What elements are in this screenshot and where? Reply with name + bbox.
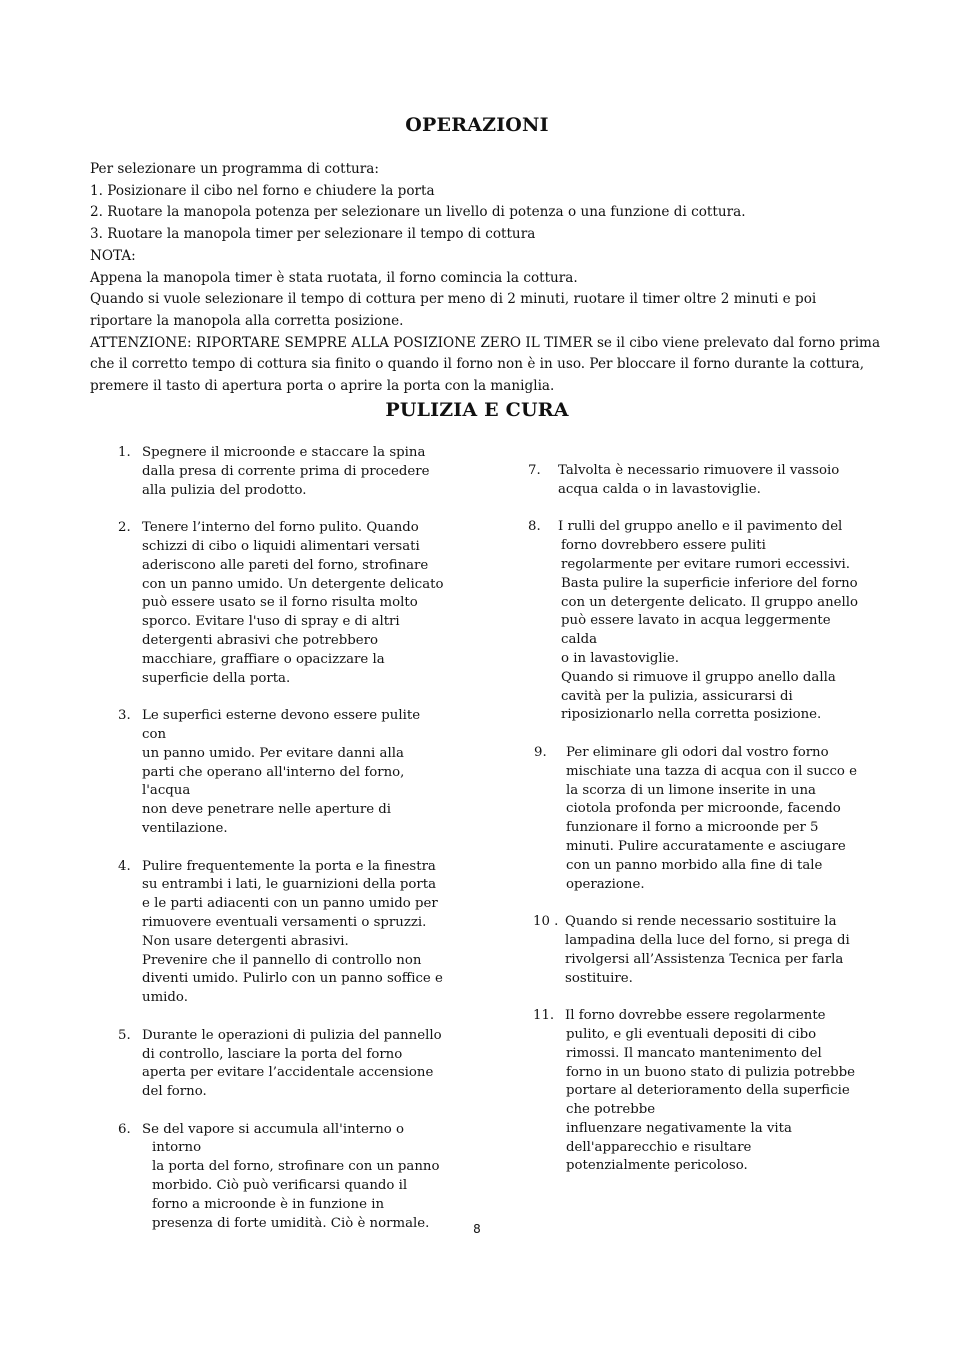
- list-item: [118, 1121, 478, 1234]
- text-line: 2. Ruotare la manopola potenza per selezionare un livello di potenza o una funzione di cottura.: [90, 204, 746, 221]
- text-line: ATTENZIONE: RIPORTARE SEMPRE ALLA POSIZIONE ZERO IL TIMER se il cibo viene prelevato dal forno prima: [90, 334, 881, 351]
- text-line: ciotola profonda per microonde, facendo: [566, 801, 841, 817]
- list-item: [528, 913, 888, 988]
- text-line: Per eliminare gli odori dal vostro forno: [566, 744, 829, 760]
- text-line: Pulire frequentemente la porta e la finestra: [142, 858, 436, 874]
- list-item: [118, 519, 478, 688]
- text-line: alla pulizia del prodotto.: [142, 482, 307, 498]
- text-line: minuti. Pulire accuratamente e asciugare: [566, 838, 846, 854]
- text-line: forno dovrebbero essere puliti: [561, 538, 766, 554]
- text-line: influenzare negativamente la vita: [566, 1120, 792, 1136]
- text-line: e le parti adiacenti con un panno umido per: [142, 896, 438, 912]
- text-line: Il forno dovrebbe essere regolarmente: [565, 1008, 826, 1024]
- text-line: macchiare, graffiare o opacizzare la: [142, 651, 385, 667]
- text-line: Durante le operazioni di pulizia del pannello: [142, 1027, 442, 1043]
- text-line: regolarmente per evitare rumori eccessivi.: [561, 556, 850, 572]
- text-line: forno a microonde è in funzione in: [152, 1196, 385, 1212]
- text-line: sporco. Evitare l'uso di spray e di altri: [142, 614, 400, 630]
- text-line: funzionare il forno a microonde per 5: [566, 820, 819, 836]
- text-line: presenza di forte umidità. Ciò è normale.: [152, 1215, 430, 1231]
- text-line: l'acqua: [142, 783, 191, 799]
- cleaning-right-column: [528, 462, 888, 1195]
- text-line: dalla presa di corrente prima di procedere: [142, 463, 430, 479]
- text-line: Talvolta è necessario rimuovere il vassoio: [558, 463, 840, 478]
- text-line: con un panno umido. Un detergente delicato: [142, 576, 444, 592]
- list-item-text: [565, 1007, 888, 1176]
- text-line: Le superfici esterne devono essere pulite: [142, 708, 421, 724]
- list-item: [118, 707, 478, 839]
- list-item-number: 6.: [118, 1121, 131, 1137]
- text-line: Prevenire che il pannello di controllo non: [142, 952, 422, 968]
- page-number: 8: [473, 1222, 481, 1236]
- text-line: o in lavastoviglie.: [561, 650, 679, 666]
- text-line: del forno.: [142, 1084, 207, 1100]
- text-line: su entrambi i lati, le guarnizioni della porta: [142, 877, 436, 893]
- text-line: Tenere l’interno del forno pulito. Quando: [142, 520, 419, 536]
- list-item-text: [142, 519, 478, 688]
- text-line: Non usare detergenti abrasivi.: [142, 933, 349, 949]
- text-line: cavità per la pulizia, assicurarsi di: [561, 688, 793, 704]
- text-line: Per selezionare un programma di cottura:: [90, 161, 379, 177]
- text-line: superficie della porta.: [142, 670, 291, 686]
- text-line: può essere lavato in acqua leggermente: [561, 613, 831, 629]
- list-item-number: 1.: [118, 445, 131, 460]
- text-line: Basta pulire la superficie inferiore del forno: [561, 575, 858, 591]
- list-item-number: 8.: [528, 519, 541, 535]
- text-line: dell'apparecchio e risultare: [566, 1139, 752, 1155]
- text-line: acqua calda o in lavastoviglie.: [558, 481, 761, 497]
- list-item-text: [142, 1121, 478, 1234]
- text-line: pulito, e gli eventuali depositi di cibo: [566, 1026, 817, 1042]
- list-item-text: [558, 518, 888, 725]
- text-line: rimuovere eventuali versamenti o spruzzi.: [142, 914, 427, 930]
- text-line: che potrebbe: [566, 1102, 656, 1118]
- list-item-number: 3.: [118, 708, 131, 724]
- list-item-text: [558, 462, 888, 500]
- list-item-text: [142, 707, 478, 839]
- text-line: aperta per evitare l’accidentale accensione: [142, 1065, 434, 1081]
- list-item-text: [142, 858, 478, 1008]
- list-item: [528, 1007, 888, 1176]
- list-item-text: [565, 913, 888, 988]
- text-line: Quando si rende necessario sostituire la: [565, 914, 837, 930]
- text-line: ventilazione.: [142, 820, 228, 836]
- operations-text: [90, 159, 881, 398]
- list-item: [118, 1027, 478, 1102]
- text-line: Quando si rimuove il gruppo anello dalla: [561, 669, 836, 685]
- text-line: non deve penetrare nelle aperture di: [142, 802, 392, 818]
- list-item: [118, 444, 478, 500]
- text-line: riposizionarlo nella corretta posizione.: [561, 707, 822, 723]
- list-item-number: 4.: [118, 858, 131, 874]
- section-title-cleaning: PULIZIA E CURA: [385, 399, 569, 421]
- list-item: [528, 518, 888, 725]
- text-line: Se del vapore si accumula all'interno o: [142, 1121, 405, 1137]
- text-line: umido.: [142, 990, 188, 1006]
- list-item-text: [142, 444, 478, 500]
- list-item-text: [566, 744, 888, 894]
- list-item-number: 10 .: [533, 914, 559, 930]
- text-line: premere il tasto di apertura porta o aprire la porta con la maniglia.: [90, 378, 555, 395]
- list-item-number: 5.: [118, 1027, 131, 1043]
- text-line: riportare la manopola alla corretta posizione.: [90, 312, 404, 329]
- text-line: un panno umido. Per evitare danni alla: [142, 745, 404, 761]
- section-title-operations: OPERAZIONI: [405, 114, 549, 136]
- text-line: la porta del forno, strofinare con un panno: [152, 1159, 440, 1175]
- text-line: mischiate una tazza di acqua con il succo e: [566, 763, 857, 779]
- text-line: può essere usato se il forno risulta molto: [142, 595, 418, 611]
- list-item-number: 11.: [533, 1008, 555, 1024]
- text-line: con un panno morbido alla fine di tale: [566, 857, 823, 873]
- text-line: diventi umido. Pulirlo con un panno soffice e: [142, 971, 443, 987]
- text-line: Spegnere il microonde e staccare la spina: [142, 445, 426, 460]
- text-line: I rulli del gruppo anello e il pavimento del: [558, 519, 843, 535]
- list-item-number: 7.: [528, 463, 541, 478]
- text-line: di controllo, lasciare la porta del forno: [142, 1046, 403, 1062]
- text-line: che il corretto tempo di cottura sia finito o quando il forno non è in uso. Per bloccare il forno durante la cottura,: [90, 356, 865, 373]
- text-line: forno in un buono stato di pulizia potrebbe: [566, 1064, 855, 1080]
- text-line: aderiscono alle pareti del forno, strofinare: [142, 557, 429, 573]
- text-line: portare al deterioramento della superficie: [566, 1083, 850, 1099]
- list-item-text: [142, 1027, 478, 1102]
- text-line: con un detergente delicato. Il gruppo anello: [561, 594, 859, 610]
- text-line: potenzialmente pericoloso.: [566, 1158, 748, 1174]
- text-line: 3. Ruotare la manopola timer per selezionare il tempo di cottura: [90, 226, 536, 243]
- list-item-number: 9.: [534, 744, 547, 760]
- text-line: lampadina della luce del forno, si prega di: [565, 932, 850, 948]
- text-line: sostituire.: [565, 970, 633, 986]
- cleaning-left-column: [118, 444, 478, 1252]
- text-line: Appena la manopola timer è stata ruotata, il forno comincia la cottura.: [90, 269, 578, 286]
- text-line: schizzi di cibo o liquidi alimentari versati: [142, 538, 420, 554]
- list-item: [528, 462, 888, 500]
- list-item-number: 2.: [118, 520, 131, 536]
- text-line: NOTA:: [90, 247, 136, 264]
- text-line: rimossi. Il mancato mantenimento del: [566, 1045, 822, 1061]
- text-line: 1. Posizionare il cibo nel forno e chiudere la porta: [90, 182, 435, 199]
- list-item: [118, 858, 478, 1008]
- text-line: morbido. Ciò può verificarsi quando il: [152, 1178, 408, 1194]
- text-line: intorno: [152, 1140, 202, 1156]
- text-line: con: [142, 726, 167, 742]
- text-line: rivolgersi all’Assistenza Tecnica per farla: [565, 951, 844, 967]
- list-item: [528, 744, 888, 894]
- text-line: la scorza di un limone inserite in una: [566, 782, 816, 798]
- text-line: parti che operano all'interno del forno,: [142, 764, 405, 780]
- text-line: detergenti abrasivi che potrebbero: [142, 632, 378, 648]
- text-line: operazione.: [566, 876, 645, 892]
- text-line: Quando si vuole selezionare il tempo di cottura per meno di 2 minuti, ruotare il timer oltre 2 minuti e poi: [90, 291, 817, 308]
- text-line: calda: [561, 632, 598, 648]
